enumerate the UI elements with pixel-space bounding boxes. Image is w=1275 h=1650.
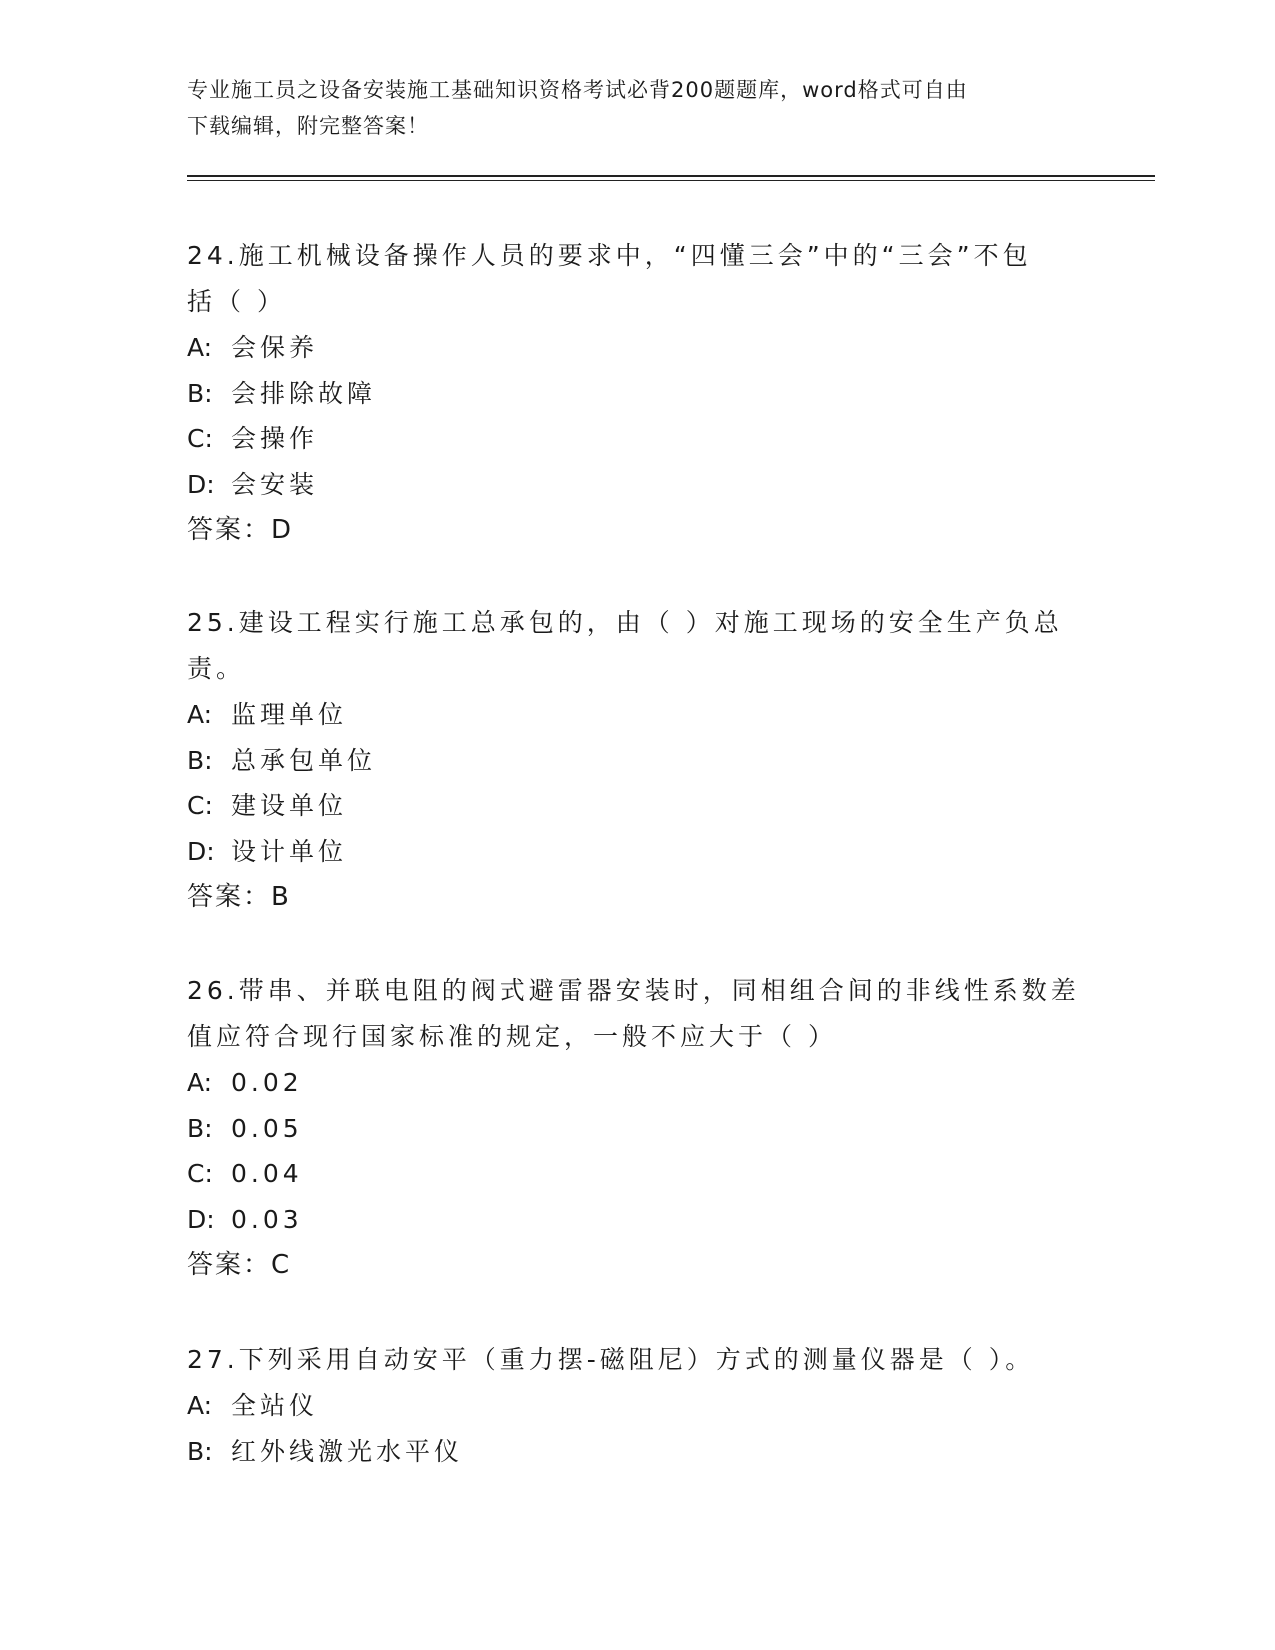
question-title bbox=[187, 968, 1087, 1060]
option-text: 0.02 bbox=[231, 1068, 303, 1097]
question-24 bbox=[187, 233, 1157, 553]
option-c bbox=[187, 416, 1157, 462]
option-text: 0.04 bbox=[231, 1159, 303, 1188]
answer-label: 答案： bbox=[187, 882, 272, 912]
option-text: 会排除故障 bbox=[231, 378, 377, 408]
answer-value: B bbox=[271, 882, 289, 912]
option-a bbox=[187, 325, 1157, 371]
answer-value: D bbox=[271, 515, 292, 545]
option-key: B: bbox=[187, 745, 213, 775]
option-text: 会保养 bbox=[231, 333, 319, 362]
header-line-2: 下载编辑，附完整答案！ bbox=[187, 114, 429, 138]
question-title bbox=[187, 600, 1087, 692]
answer bbox=[187, 874, 1157, 920]
answer-label: 答案： bbox=[187, 1250, 272, 1280]
question-title-line-2: 责。 bbox=[187, 654, 246, 683]
question-title-line-1: 26.带串、并联电阻的阀式避雷器安装时，同相组合间的非线性系数差 bbox=[187, 976, 1080, 1005]
answer bbox=[187, 1242, 1157, 1288]
option-b bbox=[187, 1429, 1157, 1475]
document-header bbox=[187, 72, 1087, 144]
option-key: A: bbox=[187, 700, 213, 729]
option-a bbox=[187, 1383, 1157, 1429]
option-b bbox=[187, 1106, 1157, 1152]
option-key: B: bbox=[187, 1113, 213, 1143]
answer bbox=[187, 507, 1157, 553]
option-d bbox=[187, 829, 1157, 875]
answer-label: 答案： bbox=[187, 515, 272, 545]
question-title-line-2: 值应符合现行国家标准的规定，一般不应大于（ ） bbox=[187, 1022, 837, 1051]
option-text: 会安装 bbox=[231, 469, 319, 499]
option-text: 会操作 bbox=[231, 424, 319, 453]
option-d bbox=[187, 462, 1157, 508]
option-key: C: bbox=[187, 1159, 213, 1188]
answer-value: C bbox=[271, 1250, 290, 1280]
option-text: 监理单位 bbox=[231, 700, 348, 729]
question-title-line-1: 27.下列采用自动安平（重力摆-磁阻尼）方式的测量仪器是（ ）。 bbox=[187, 1345, 1035, 1374]
option-key: B: bbox=[187, 378, 213, 408]
question-title-line-1: 24.施工机械设备操作人员的要求中，“四懂三会”中的“三会”不包 bbox=[187, 241, 1032, 270]
option-key: B: bbox=[187, 1436, 213, 1466]
question-27 bbox=[187, 1337, 1157, 1474]
option-text: 红外线激光水平仪 bbox=[231, 1436, 464, 1466]
option-b bbox=[187, 738, 1157, 784]
option-a bbox=[187, 1060, 1157, 1106]
option-text: 建设单位 bbox=[231, 791, 348, 820]
option-key: A: bbox=[187, 1068, 213, 1097]
question-title-line-1: 25.建设工程实行施工总承包的，由（ ）对施工现场的安全生产负总 bbox=[187, 608, 1063, 637]
question-26 bbox=[187, 968, 1157, 1288]
option-b bbox=[187, 371, 1157, 417]
header-line-1: 专业施工员之设备安装施工基础知识资格考试必背200题题库，word格式可自由 bbox=[187, 78, 968, 102]
option-a bbox=[187, 692, 1157, 738]
option-key: D: bbox=[187, 836, 215, 866]
question-title bbox=[187, 233, 1087, 325]
option-key: D: bbox=[187, 469, 215, 499]
option-c bbox=[187, 783, 1157, 829]
header-divider bbox=[187, 175, 1155, 181]
question-25 bbox=[187, 600, 1157, 920]
option-key: C: bbox=[187, 791, 213, 820]
option-c bbox=[187, 1151, 1157, 1197]
question-title-line-2: 括（ ） bbox=[187, 287, 286, 316]
option-key: D: bbox=[187, 1204, 215, 1234]
option-d bbox=[187, 1197, 1157, 1243]
option-text: 0.05 bbox=[231, 1113, 303, 1143]
document-page bbox=[187, 72, 1157, 1474]
option-text: 全站仪 bbox=[231, 1391, 319, 1420]
question-title bbox=[187, 1337, 1087, 1383]
option-key: C: bbox=[187, 424, 213, 453]
option-text: 0.03 bbox=[231, 1204, 303, 1234]
option-key: A: bbox=[187, 333, 213, 362]
option-text: 总承包单位 bbox=[231, 745, 377, 775]
option-text: 设计单位 bbox=[231, 836, 348, 866]
option-key: A: bbox=[187, 1391, 213, 1420]
